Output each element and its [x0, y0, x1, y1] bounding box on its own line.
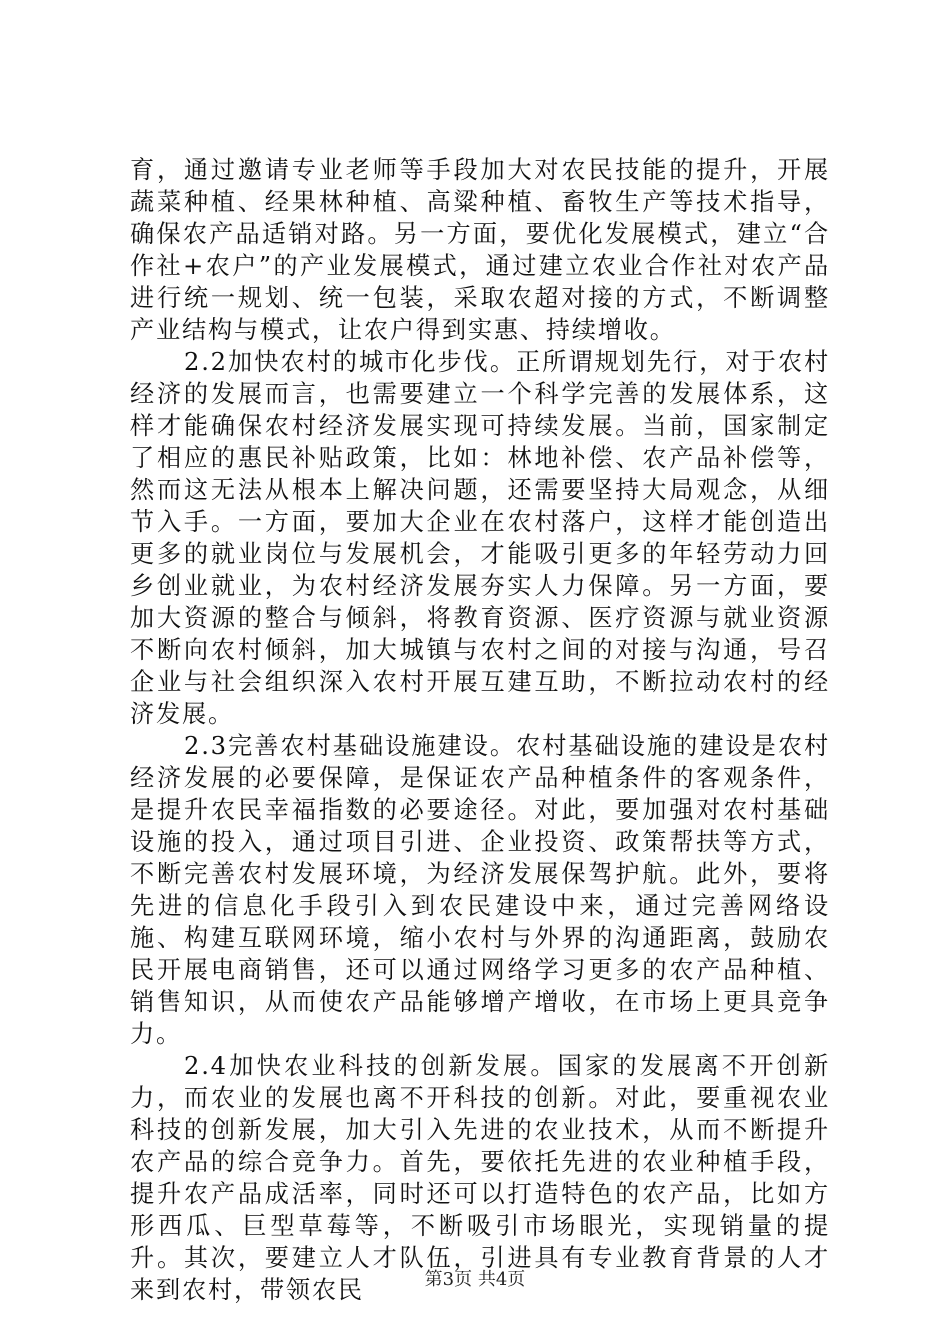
paragraph-section-2-2: 2.2加快农村的城市化步伐。正所谓规划先行，对于农村经济的发展而言，也需要建立一个科学完善的发展体系，这样才能确保农村经济发展实现可持续发展。当前，国家制定了相应的惠民补贴政策，比如：林地补偿、农产品补偿等，然而这无法从根本上解决问题，还需要坚持大局观念，从细节入手。一方面，要加大企业在农村落户，这样才能创造出更多的就业岗位与发展机会，才能吸引更多的年轻劳动力回乡创业就业，为农村经济发展夯实人力保障。另一方面，要加大资源的整合与倾斜，将教育资源、医疗资源与就业资源不断向农村倾斜，加大城镇与农村之间的对接与沟通，号召企业与社会组织深入农村开展互建互助，不断拉动农村的经济发展。	[130, 348, 830, 728]
paragraph-section-2-3: 2.3完善农村基础设施建设。农村基础设施的建设是农村经济发展的必要保障，是保证农产品种植条件的客观条件，是提升农民幸福指数的必要途径。对此，要加强对农村基础设施的投入，通过项目引进、企业投资、政策帮扶等方式，不断完善农村发展环境，为经济发展保驾护航。此外，要将先进的信息化手段引入到农民建设中来，通过完善网络设施、构建互联网环境，缩小农村与外界的沟通距离，鼓励农民开展电商销售，还可以通过网络学习更多的农产品种植、销售知识，从而使农产品能够增产增收，在市场上更具竞争力。	[130, 732, 830, 1048]
page-footer: 第3页 共4页	[424, 1269, 526, 1290]
document-body	[130, 154, 830, 1306]
paragraph-continuation: 育，通过邀请专业老师等手段加大对农民技能的提升，开展蔬菜种植、经果林种植、高粱种植、畜牧生产等技术指导，确保农产品适销对路。另一方面，要优化发展模式，建立“合作社+农户”的产业发展模式，通过建立农业合作社对农产品进行统一规划、统一包装，采取农超对接的方式，不断调整产业结构与模式，让农户得到实惠、持续增收。	[130, 156, 830, 344]
paragraph-section-2-4: 2.4加快农业科技的创新发展。国家的发展离不开创新力，而农业的发展也离不开科技的创新。对此，要重视农业科技的创新发展，加大引入先进的农业技术，从而不断提升农产品的综合竞争力。首先，要依托先进的农业种植手段，提升农产品成活率，同时还可以打造特色的农产品，比如方形西瓜、巨型草莓等，不断吸引市场眼光，实现销量的提升。其次，要建立人才队伍，引进具有专业教育背景的人才来到农村，带领农民	[130, 1052, 830, 1304]
